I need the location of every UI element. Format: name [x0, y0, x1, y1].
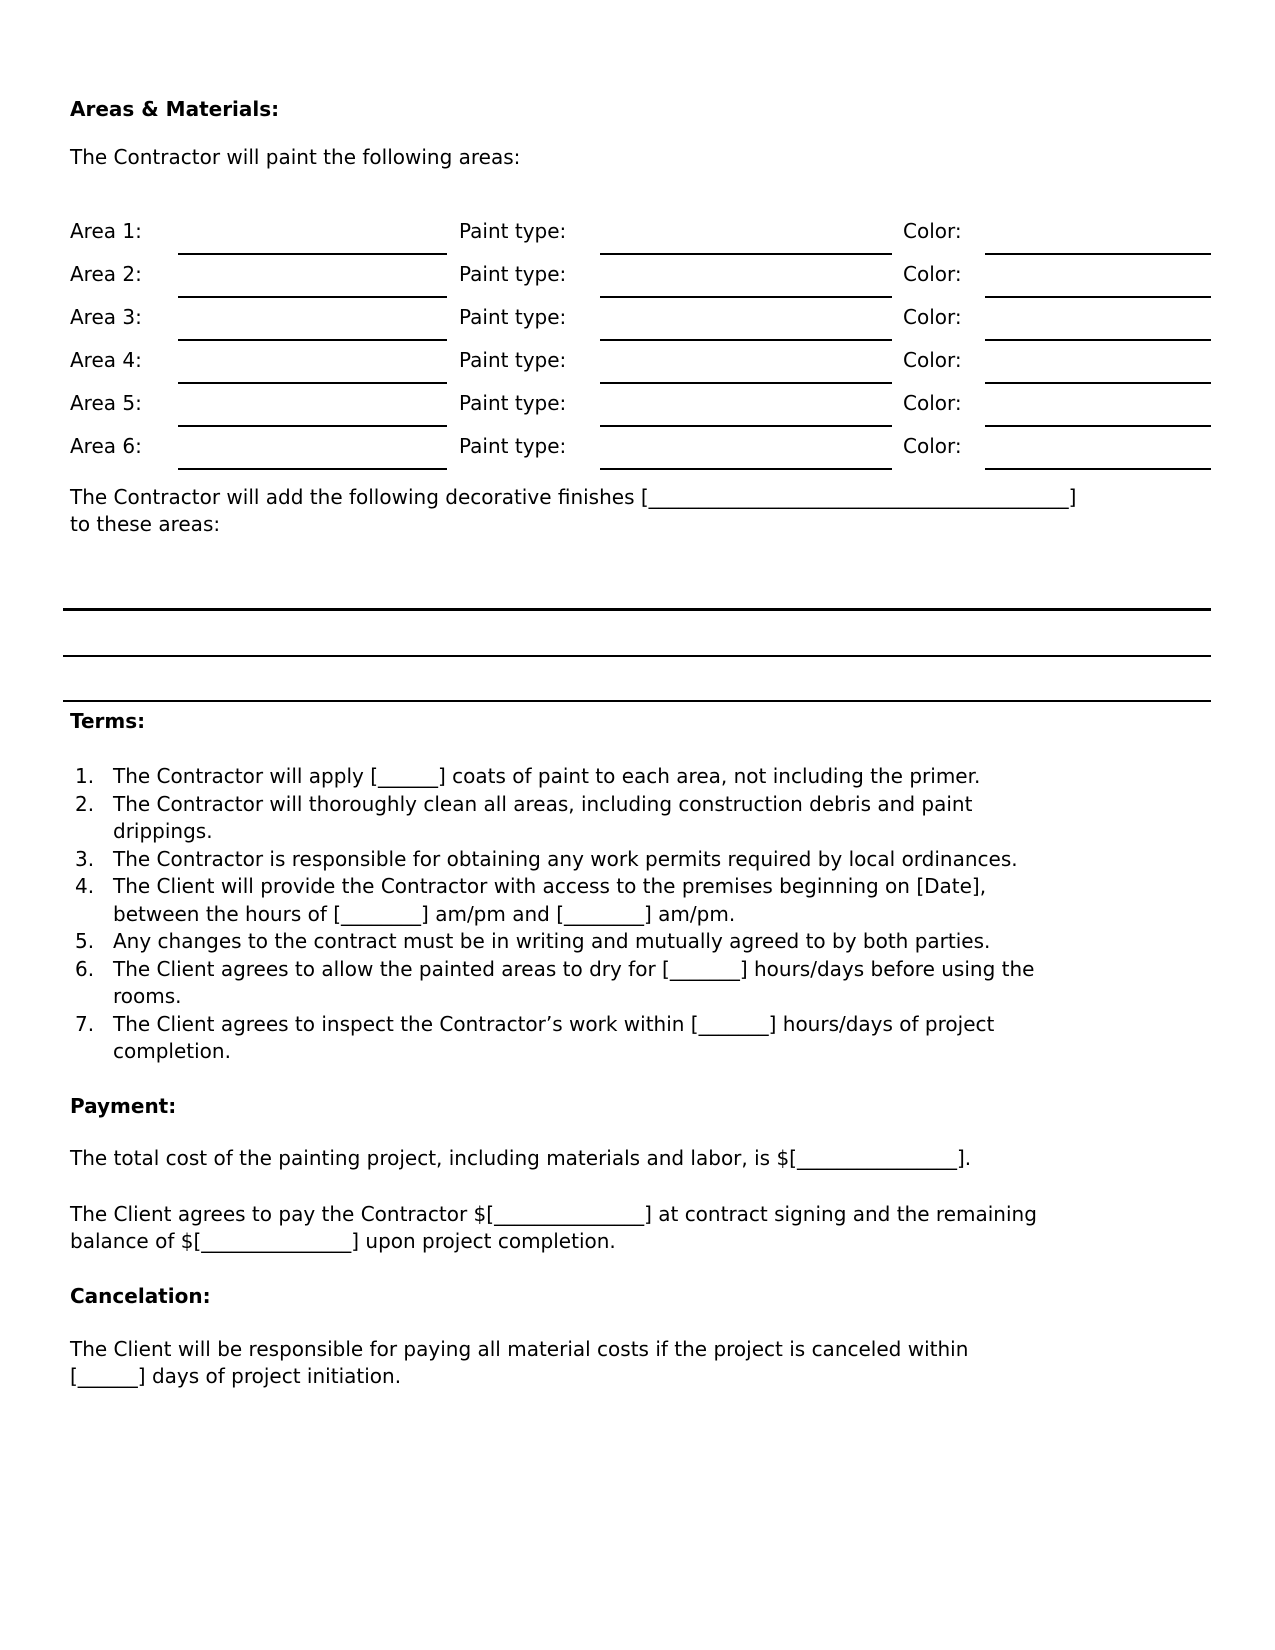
area-6-name-blank[interactable]: [178, 433, 447, 470]
term-item-2-text-cont: drippings.: [113, 819, 213, 843]
area-row-6: [70, 433, 1211, 473]
area-5-paint-blank[interactable]: [600, 390, 892, 427]
area-6-color-blank[interactable]: [985, 433, 1211, 470]
term-item-5-text: Any changes to the contract must be in writing and mutually agreed to by both parties.: [113, 929, 991, 953]
area-5-label: Area 5:: [70, 391, 142, 415]
term-item-4-number: 4.: [75, 874, 95, 898]
area-row-3: [70, 304, 1211, 344]
area-3-label: Area 3:: [70, 305, 142, 329]
area-4-paint-blank[interactable]: [600, 347, 892, 384]
cancelation-heading: Cancelation:: [70, 1284, 211, 1308]
area-5-color-label: Color:: [903, 391, 962, 415]
term-item-1: [70, 763, 1170, 791]
area-4-color-label: Color:: [903, 348, 962, 372]
area-2-color-label: Color:: [903, 262, 962, 286]
term-item-7: [70, 1011, 1170, 1066]
area-6-label: Area 6:: [70, 434, 142, 458]
area-1-color-blank[interactable]: [985, 218, 1211, 255]
term-item-3-number: 3.: [75, 846, 95, 871]
area-2-name-blank[interactable]: [178, 261, 447, 298]
decorative-finishes-line-1: The Contractor will add the following decorative finishes [__________________________________________]: [70, 485, 1077, 509]
term-item-6-number: 6.: [75, 956, 95, 981]
area-3-color-blank[interactable]: [985, 304, 1211, 341]
term-item-7-text: The Client agrees to inspect the Contractor’s work within [_______] hours/days of project: [113, 1011, 995, 1036]
area-1-label: Area 1:: [70, 219, 142, 243]
decorative-finishes-line-2: to these areas:: [70, 512, 221, 536]
cancelation-paragraph-line-2: [______] days of project initiation.: [70, 1364, 402, 1388]
term-item-4-text-cont: between the hours of [________] am/pm and [________] am/pm.: [113, 901, 736, 926]
area-4-paint-label: Paint type:: [459, 348, 567, 372]
term-item-4: [70, 873, 1170, 928]
term-item-6: [70, 956, 1170, 1011]
area-6-color-label: Color:: [903, 434, 962, 458]
term-item-6-text: The Client agrees to allow the painted areas to dry for [_______] hours/days before using the: [113, 956, 1035, 981]
payment-schedule-line-2: balance of $[_______________] upon project completion.: [70, 1229, 616, 1253]
term-item-3-text: The Contractor is responsible for obtaining any work permits required by local ordinances.: [113, 846, 1018, 871]
term-item-2-text: The Contractor will thoroughly clean all areas, including construction debris and paint: [113, 791, 973, 816]
area-1-color-label: Color:: [903, 219, 962, 243]
cancelation-paragraph-line-1: The Client will be responsible for paying all material costs if the project is canceled within: [70, 1337, 969, 1361]
area-row-2: [70, 261, 1211, 301]
term-item-3: [70, 846, 1170, 874]
area-2-color-blank[interactable]: [985, 261, 1211, 298]
area-6-paint-blank[interactable]: [600, 433, 892, 470]
term-item-5: [70, 928, 1170, 956]
term-item-1-number: 1.: [75, 764, 95, 788]
area-6-paint-label: Paint type:: [459, 434, 567, 458]
area-row-4: [70, 347, 1211, 387]
term-item-7-number: 7.: [75, 1011, 95, 1036]
area-4-color-blank[interactable]: [985, 347, 1211, 384]
area-4-name-blank[interactable]: [178, 347, 447, 384]
area-2-label: Area 2:: [70, 262, 142, 286]
area-1-name-blank[interactable]: [178, 218, 447, 255]
term-item-2-number: 2.: [75, 791, 95, 816]
area-1-paint-label: Paint type:: [459, 219, 567, 243]
area-4-label: Area 4:: [70, 348, 142, 372]
area-3-paint-label: Paint type:: [459, 305, 567, 329]
area-2-paint-label: Paint type:: [459, 262, 567, 286]
area-row-1: [70, 218, 1211, 258]
writing-line-1[interactable]: [63, 608, 1211, 611]
payment-total-cost-paragraph: The total cost of the painting project, including materials and labor, is $[________________].: [70, 1146, 972, 1170]
area-2-paint-blank[interactable]: [600, 261, 892, 298]
area-5-name-blank[interactable]: [178, 390, 447, 427]
area-5-color-blank[interactable]: [985, 390, 1211, 427]
term-item-7-text-cont: completion.: [113, 1039, 231, 1063]
area-row-5: [70, 390, 1211, 430]
areas-materials-heading: Areas & Materials:: [70, 97, 280, 121]
terms-list: [70, 763, 1170, 1066]
payment-heading: Payment:: [70, 1094, 177, 1118]
area-1-paint-blank[interactable]: [600, 218, 892, 255]
area-3-name-blank[interactable]: [178, 304, 447, 341]
area-5-paint-label: Paint type:: [459, 391, 567, 415]
writing-line-3[interactable]: [63, 700, 1211, 702]
area-3-color-label: Color:: [903, 305, 962, 329]
term-item-6-text-cont: rooms.: [113, 984, 182, 1008]
payment-schedule-line-1: The Client agrees to pay the Contractor $[_______________] at contract signing and the remaining: [70, 1202, 1037, 1226]
term-item-4-text: The Client will provide the Contractor with access to the premises beginning on [Date],: [113, 874, 987, 898]
term-item-5-number: 5.: [75, 929, 95, 953]
terms-heading: Terms:: [70, 709, 146, 733]
areas-intro-paragraph: The Contractor will paint the following areas:: [70, 145, 521, 169]
writing-line-2[interactable]: [63, 655, 1211, 657]
area-3-paint-blank[interactable]: [600, 304, 892, 341]
term-item-2: [70, 791, 1170, 846]
term-item-1-text: The Contractor will apply [______] coats of paint to each area, not including the primer.: [113, 764, 981, 788]
